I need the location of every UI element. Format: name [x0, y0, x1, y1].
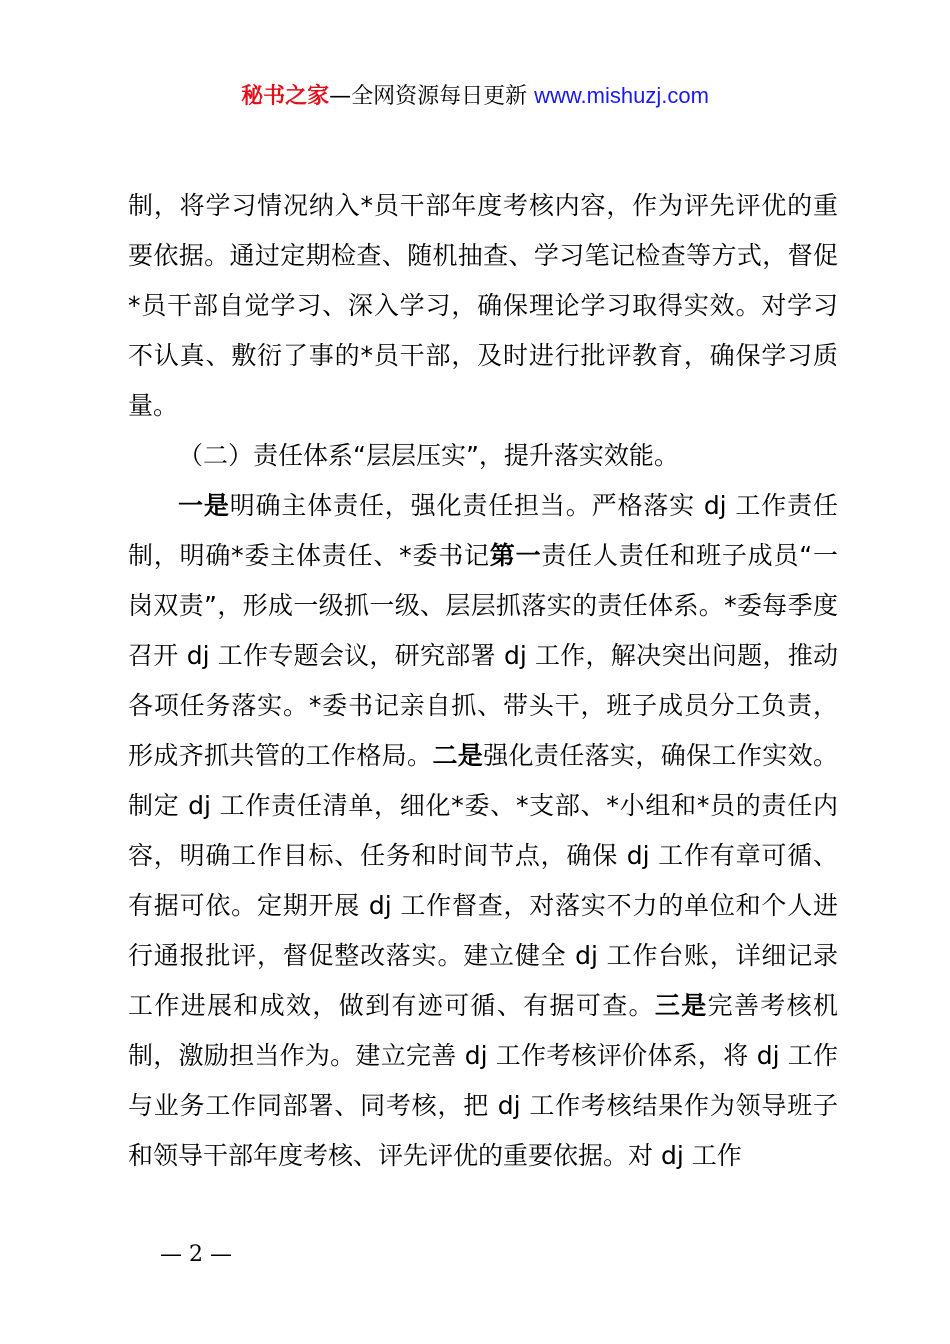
bold-marker-second: 二是 [432, 741, 484, 770]
document-body [128, 181, 838, 1181]
site-url-link[interactable]: www.mishuzj.com [534, 83, 709, 108]
bold-marker-third: 三是 [654, 991, 708, 1020]
paragraph-continued: 制，将学习情况纳入*员干部年度考核内容，作为评先评优的重要依据。通过定期检查、随机抽查、学习笔记检查等方式，督促*员干部自觉学习、深入学习，确保理论学习取得实效。对学习不认真、敷衍了事的*员干部，及时进行批评教育，确保学习质量。 [128, 191, 838, 420]
bold-marker-primary: 第一 [489, 541, 542, 570]
site-brand: 秘书之家 [241, 84, 330, 109]
paragraph-responsibility [128, 481, 838, 1181]
paragraph-text: 强化责任落实，确保工作实效。制定 dj 工作责任清单，细化*委、*支部、*小组和*员的责任内容，明确工作目标、任务和时间节点，确保 dj 工作有章可循、有据可依。定期开展 dj 工作督查，对落实不力的单位和个人进行通报批评，督促整改落实。建立健全 dj 工作台账，详细记录工作进展和成效，做到有迹可循、有据可查。 [128, 741, 838, 1020]
paragraph-text: 明确主体责任，强化责任担当。严格落实 dj 工作责任制，明确*委主体责任、*委书记 [128, 491, 838, 570]
paragraph-text: 完善考核机制，激励担当作为。建立完善 dj 工作考核评价体系，将 dj 工作与业务工作同部署、同考核，把 dj 工作考核结果作为领导班子和领导干部年度考核、评先评优的重要依据。对 dj 工作 [128, 991, 838, 1170]
paragraph-text: 责任人责任和班子成员“一岗双责”，形成一级抓一级、层层抓落实的责任体系。*委每季度召开 dj 工作专题会议，研究部署 dj 工作，解决突出问题，推动各项任务落实。*委书记亲自抓、带头干，班子成员分工负责，形成齐抓共管的工作格局。 [128, 541, 838, 770]
site-tagline: —全网资源每日更新 [329, 84, 528, 109]
page-header [0, 80, 950, 113]
section-heading: （二）责任体系“层层压实”，提升落实效能。 [178, 441, 679, 470]
page-number: — 2 — [160, 1242, 232, 1267]
bold-marker-first: 一是 [178, 491, 230, 520]
